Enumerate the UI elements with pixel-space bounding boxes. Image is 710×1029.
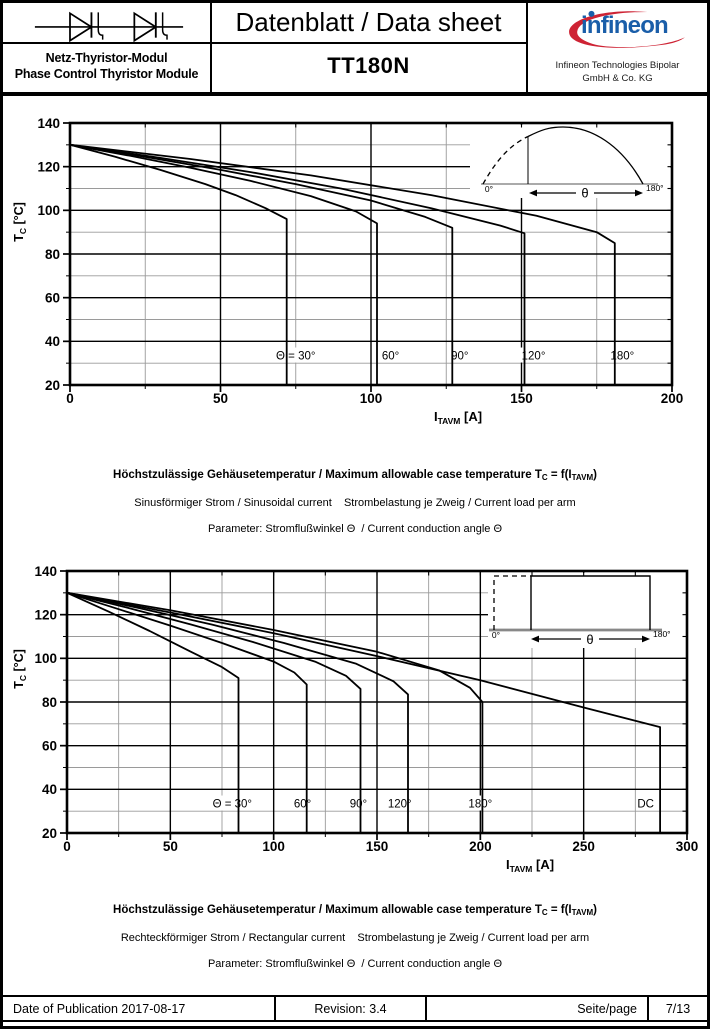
svg-text:50: 50 (162, 839, 178, 854)
svg-text:40: 40 (44, 334, 60, 350)
waveform-inset (470, 125, 670, 201)
revision: Revision: 3.4 (274, 997, 425, 1020)
curve-labels (270, 348, 638, 363)
svg-text:Θ = 30°: Θ = 30° (276, 350, 316, 363)
thyristor-module-symbol (31, 7, 187, 43)
publication-date: Date of Publication 2017-08-17 (13, 1001, 186, 1016)
x-axis-label: $I_{TAVM}$ [A] (505, 857, 555, 874)
svg-text:200: 200 (660, 391, 684, 406)
svg-text:300: 300 (675, 839, 699, 854)
svg-text:120°: 120° (387, 798, 412, 811)
page-label: Seite/page (425, 997, 647, 1020)
caption-title: Höchstzulässige Gehäusetemperatur / Maximum allowable case temperature TC = f(ITAVM) (113, 469, 597, 482)
svg-text:180°: 180° (610, 350, 635, 363)
x-axis-label: $I_{TAVM}$ [A] (433, 409, 483, 426)
svg-text:0°: 0° (484, 184, 494, 194)
svg-text:150: 150 (510, 391, 533, 406)
svg-text:Θ = 30°: Θ = 30° (212, 798, 253, 811)
part-number: TT180N (327, 53, 410, 78)
svg-text:80: 80 (41, 694, 57, 710)
module-type-en: Phase Control Thyristor Module (14, 67, 199, 81)
svg-text:180°: 180° (468, 798, 493, 811)
caption-title: Höchstzulässige Gehäusetemperatur / Maximum allowable case temperature TC = f(ITAVM) (113, 904, 597, 917)
svg-text:60°: 60° (381, 350, 400, 363)
svg-text:60: 60 (41, 738, 57, 754)
document-title: Datenblatt / Data sheet (235, 7, 502, 37)
module-type-label (3, 50, 210, 82)
company-name (528, 60, 707, 85)
case-temperature-chart-sinusoidal (3, 105, 707, 450)
svg-text:140: 140 (34, 563, 57, 579)
caption-sinusoidal (3, 458, 707, 542)
svg-text:100: 100 (262, 839, 285, 854)
svg-text:180°: 180° (653, 629, 671, 639)
header-bottom-rule (3, 92, 707, 96)
caption-current-type: Rechteckförmiger Strom / Rectangular current Strombelastung je Zweig / Current load per arm (120, 931, 590, 944)
svg-text:250: 250 (572, 839, 595, 854)
svg-text:50: 50 (212, 391, 229, 406)
svg-text:0°: 0° (491, 630, 501, 640)
svg-text:θ: θ (581, 185, 589, 201)
svg-text:0: 0 (63, 839, 71, 854)
footer (3, 995, 707, 1022)
svg-text:60: 60 (44, 290, 60, 306)
svg-text:100: 100 (37, 203, 60, 219)
caption-parameter: Parameter: Stromflußwinkel Θ / Current conduction angle Θ (207, 957, 503, 970)
company-line2: GmbH & Co. KG (582, 72, 653, 84)
svg-text:120°: 120° (521, 350, 546, 363)
svg-text:90°: 90° (451, 350, 469, 363)
caption-parameter: Parameter: Stromflußwinkel Θ / Current conduction angle Θ (207, 522, 503, 535)
svg-text:120: 120 (34, 607, 57, 623)
y-axis-label: $T_C$ [°C] (12, 649, 28, 689)
company-line1: Infineon Technologies Bipolar (555, 60, 680, 71)
curve-180deg (67, 593, 482, 833)
svg-text:20: 20 (41, 825, 57, 841)
curve-60deg (70, 145, 377, 385)
case-temperature-chart-rectangular (3, 553, 707, 880)
svg-text:120: 120 (37, 159, 60, 175)
svg-text:200: 200 (469, 839, 492, 854)
svg-text:180°: 180° (646, 183, 664, 193)
svg-text:100: 100 (34, 651, 57, 667)
y-axis-label: $T_C$ [°C] (12, 202, 28, 242)
caption-rectangular (3, 893, 707, 977)
svg-text:20: 20 (44, 377, 60, 393)
header-divider-horizontal (3, 42, 527, 44)
page-number: 7/13 (647, 997, 707, 1020)
caption-current-type: Sinusförmiger Strom / Sinusoidal current Strombelastung je Zweig / Current load per arm (134, 496, 576, 509)
svg-text:150: 150 (365, 839, 389, 854)
svg-text:0: 0 (66, 391, 74, 406)
waveform-inset (488, 573, 686, 648)
svg-text:90°: 90° (349, 798, 368, 811)
svg-text:140: 140 (37, 115, 60, 131)
infineon-logo-text: infineon (581, 12, 668, 39)
svg-text:60°: 60° (293, 798, 312, 811)
infineon-logo (554, 6, 700, 50)
curve-30deg (70, 145, 287, 385)
svg-text:θ: θ (586, 632, 594, 647)
svg-text:100: 100 (359, 391, 383, 406)
module-type-de: Netz-Thyristor-Modul (45, 51, 168, 65)
svg-text:80: 80 (44, 246, 60, 262)
svg-text:DC: DC (637, 798, 654, 811)
svg-text:40: 40 (41, 782, 57, 798)
